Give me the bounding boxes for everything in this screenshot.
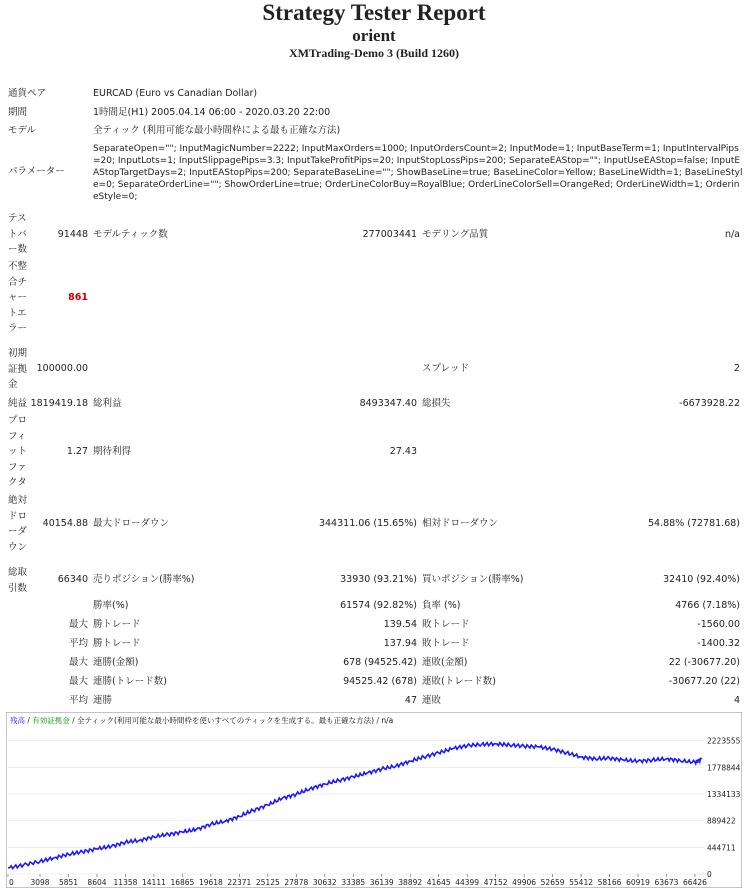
- chart-frame: [6, 712, 742, 888]
- loss-rate-label: 負率 (%): [422, 600, 461, 611]
- avg-word-2: 平均: [68, 695, 88, 706]
- x-tick-label: 60919: [626, 878, 650, 887]
- y-tick-label: 2223555: [707, 736, 741, 746]
- avg-word-1: 平均: [68, 638, 88, 649]
- deposit-label: 初期証拠金: [8, 348, 28, 390]
- x-tick-label: 27878: [284, 878, 309, 887]
- legend-sep-3: /: [374, 716, 382, 725]
- expected-label: 期待利得: [93, 446, 132, 457]
- x-tick-label: 14111: [142, 878, 166, 887]
- spread-label: スプレッド: [422, 363, 470, 374]
- max-consec-losses-value: 22 (-30677.20): [668, 657, 740, 668]
- x-tick-label: 30632: [312, 878, 337, 887]
- server-build: XMTrading-Demo 3 (Build 1260): [288, 46, 460, 60]
- x-tick-label: 5851: [58, 878, 79, 887]
- symbol-value: EURCAD (Euro vs Canadian Dollar): [93, 88, 258, 99]
- net-value: 1819419.18: [30, 398, 88, 409]
- loss-rate-value: 4766 (7.18%): [675, 600, 740, 611]
- avg-consec-losses-value: 4: [733, 695, 740, 706]
- gross-loss-label: 総損失: [422, 398, 451, 409]
- mismatch-label: 不整合チャートエラー: [8, 261, 28, 334]
- max-word-1: 最大: [68, 619, 88, 630]
- x-tick-label: 63673: [654, 878, 679, 887]
- x-tick-label: 3098: [30, 878, 50, 887]
- model-label: モデル: [8, 125, 37, 136]
- total-trades-label: 総取引数: [8, 567, 28, 594]
- max-consec-profit-label: 連勝(トレード数): [93, 676, 167, 687]
- abs-dd-value: 40154.88: [42, 518, 88, 529]
- y-tick-label: 1334133: [707, 789, 741, 799]
- max-word-3: 最大: [68, 676, 88, 687]
- period-label: 期間: [8, 107, 28, 118]
- period-value: 1時間足(H1) 2005.04.14 06:00 - 2020.03.20 22:00: [93, 107, 331, 118]
- x-tick-label: 52659: [540, 878, 565, 887]
- gross-profit-label: 総利益: [93, 398, 122, 409]
- avg-win-value: 137.94: [383, 638, 417, 649]
- abs-dd-label: 絶対ドローダウン: [8, 495, 28, 553]
- short-value: 33930 (93.21%): [340, 574, 417, 585]
- x-tick-label: 47152: [483, 878, 508, 887]
- avg-loss-value: -1400.32: [697, 638, 740, 649]
- mismatch-value: 861: [68, 292, 88, 303]
- avg-win-label: 勝トレード: [93, 638, 141, 649]
- gross-loss-value: -6673928.22: [679, 398, 740, 409]
- x-tick-label: 49906: [512, 878, 537, 887]
- net-label: 純益: [8, 398, 28, 409]
- win-rate-label: 勝率(%): [93, 600, 129, 611]
- avg-consec-wins-value: 47: [404, 695, 417, 706]
- rel-dd-label: 相対ドローダウン: [422, 518, 499, 529]
- x-tick-label: 55412: [569, 878, 593, 887]
- y-tick-label: 444711: [707, 843, 736, 853]
- ticks-value: 277003441: [362, 229, 417, 240]
- x-tick-label: 66426: [683, 878, 707, 887]
- y-tick-label: 1778844: [707, 763, 741, 773]
- x-tick-label: 11358: [113, 878, 138, 887]
- balance-chart: [6, 712, 742, 888]
- largest-win-label: 勝トレード: [93, 619, 141, 630]
- pf-label: プロフィットファクタ: [8, 415, 28, 488]
- largest-loss-value: -1560.00: [697, 619, 740, 630]
- x-tick-label: 36139: [369, 878, 394, 887]
- legend-model: 全ティック(利用可能な最小時間枠を使いすべてのティックを生成する。最も正確な方法): [77, 716, 375, 725]
- x-tick-label: 41645: [426, 878, 451, 887]
- long-label: 買いポジション(勝率%): [422, 574, 524, 585]
- params-label: パラメーター: [8, 166, 65, 177]
- bars-value: 91448: [57, 229, 88, 240]
- chart-legend: [10, 715, 393, 725]
- legend-quality: n/a: [381, 716, 394, 725]
- max-consec-profit-value: 94525.42 (678): [343, 676, 417, 687]
- legend-sep-2: /: [69, 716, 78, 725]
- max-dd-label: 最大ドローダウン: [93, 518, 170, 529]
- max-consec-loss-value: -30677.20 (22): [668, 676, 740, 687]
- x-tick-label: 19618: [198, 878, 223, 887]
- avg-consec-losses-label: 連敗: [422, 695, 442, 706]
- max-consec-loss-label: 連敗(トレード数): [422, 676, 496, 687]
- model-value: 全ティック (利用可能な最小時間枠による最も正確な方法): [93, 125, 341, 136]
- x-tick-label: 38892: [398, 878, 423, 887]
- y-tick-label: 0: [707, 870, 712, 879]
- x-tick-label: 25125: [255, 878, 280, 887]
- total-trades-value: 66340: [57, 574, 88, 585]
- bars-label: テストバー数: [8, 213, 28, 255]
- gross-profit-value: 8493347.40: [359, 398, 417, 409]
- avg-consec-wins-label: 連勝: [93, 695, 113, 706]
- max-dd-value: 344311.06 (15.65%): [318, 518, 417, 529]
- deposit-value: 100000.00: [36, 363, 88, 374]
- legend-sep-1: /: [25, 716, 33, 725]
- x-tick-label: 8604: [87, 878, 107, 887]
- quality-label: モデリング品質: [422, 229, 489, 240]
- largest-loss-label: 敗トレード: [422, 619, 470, 630]
- max-consec-wins-value: 678 (94525.42): [343, 657, 417, 668]
- quality-value: n/a: [724, 229, 740, 240]
- x-tick-label: 22371: [227, 878, 252, 887]
- ticks-label: モデルティック数: [93, 229, 168, 240]
- pf-value: 1.27: [66, 446, 88, 457]
- x-tick-label: 44399: [455, 878, 480, 887]
- largest-win-value: 139.54: [383, 619, 417, 630]
- ea-name: orient: [352, 26, 396, 45]
- max-consec-losses-label: 連敗(金額): [422, 657, 468, 668]
- max-consec-wins-label: 連勝(金額): [93, 657, 139, 668]
- x-tick-label: 58166: [597, 878, 622, 887]
- rel-dd-value: 54.88% (72781.68): [648, 518, 740, 529]
- win-rate-value: 61574 (92.82%): [340, 600, 417, 611]
- symbol-label: 通貨ペア: [8, 88, 47, 99]
- legend-balance: 残高: [10, 716, 25, 725]
- y-tick-label: 889422: [707, 816, 736, 826]
- x-tick-label: 33385: [341, 878, 366, 887]
- legend-equity: 有効証拠金: [32, 716, 70, 725]
- x-tick-label: 0: [9, 878, 14, 887]
- long-value: 32410 (92.40%): [663, 574, 740, 585]
- short-label: 売りポジション(勝率%): [93, 574, 195, 585]
- expected-value: 27.43: [389, 446, 417, 457]
- max-word-2: 最大: [68, 657, 88, 668]
- params-value: SeparateOpen=""; InputMagicNumber=2222; InputMaxOrders=1000; InputOrdersCount=2; InputMode=1; InputBaseTerm=1; InputIntervalPips=20; InputLots=1; InputSlippagePips=3.3; InputTakeProfitPips=20; InputStopLossPips=200; SeparateEAStop=""; InputUseEAStop=false; InputEAStopTargetDays=2; InputEAStopPips=200; SeparateBaseLine=""; ShowBaseLine=true; BaseLineColor=Yellow; BaseLineWidth=1; BaseLineStyle=0; SeparateOrderLine=""; ShowOrderLine=true; OrderLineColorBuy=RoyalBlue; OrderLineColorSell=OrangeRed; OrderLineWidth=1; OrderineStyle=0;: [93, 144, 743, 202]
- avg-loss-label: 敗トレード: [422, 638, 470, 649]
- report-title: Strategy Tester Report: [262, 0, 486, 25]
- x-tick-label: 16865: [170, 878, 195, 887]
- spread-value: 2: [733, 363, 740, 374]
